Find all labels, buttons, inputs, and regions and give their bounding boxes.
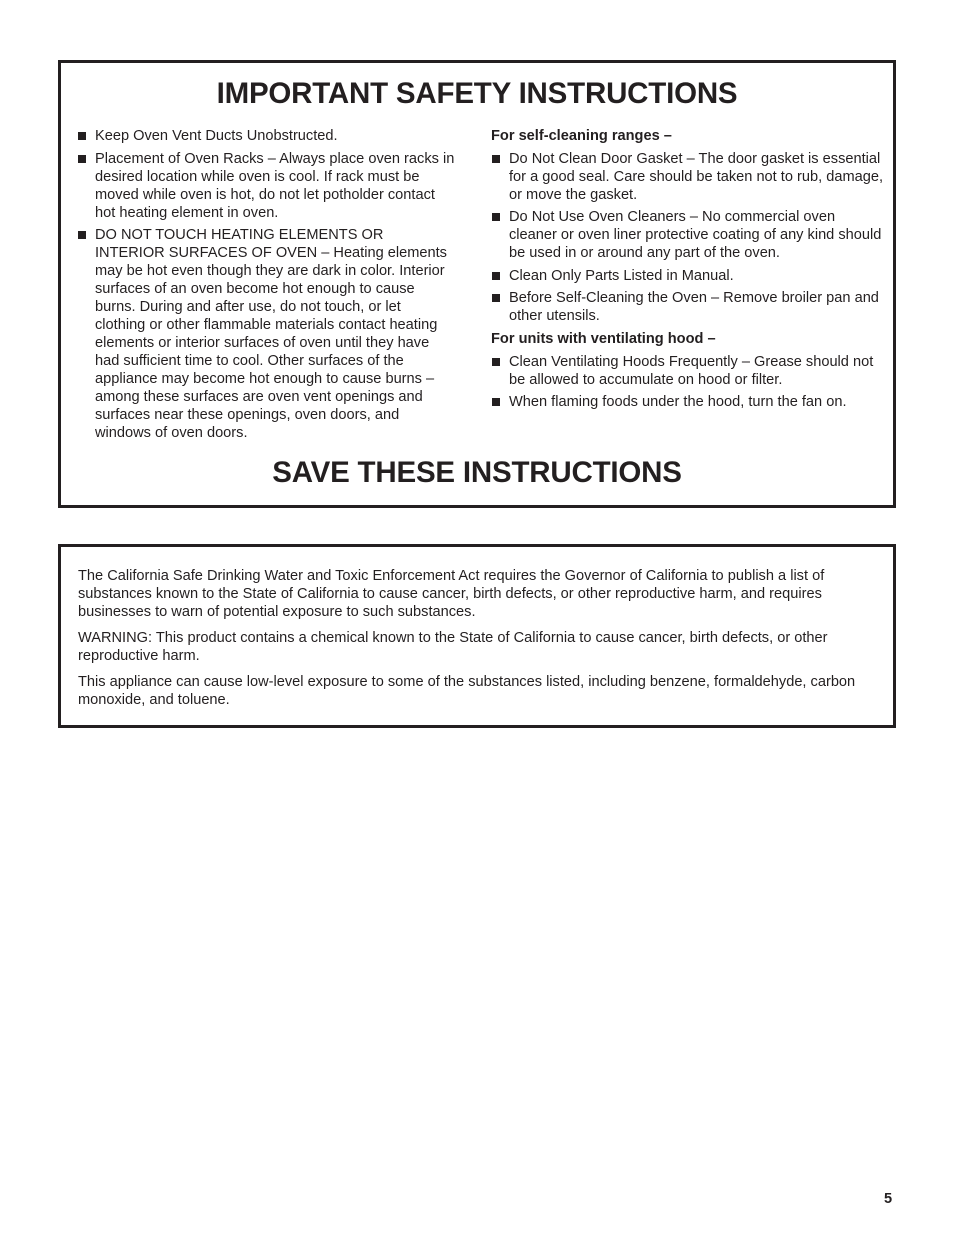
list-item-text: DO NOT TOUCH HEATING ELEMENTS OR INTERIOR SURFACES OF OVEN – Heating elements may be hot even though they are dark in color. Interior surfaces of an oven become hot enough to cause burns. During and after use, do not touch, or let clothing or other flammable materials contact heating elements or interior surfaces of oven until they have had sufficient time to cool. Other surfaces of the appliance may become hot enough to cause burns – among these surfaces are oven vent openings and surfaces near these openings, oven doors, and windows of oven doors. [95, 227, 447, 441]
list-item-text: Placement of Oven Racks – Always place oven racks in desired location while oven is cool. If rack must be moved while oven is hot, do not let potholder contact hot heating element in oven. [95, 150, 455, 221]
safety-right-column [491, 127, 883, 416]
list-item [77, 226, 455, 442]
square-bullet-icon [492, 213, 500, 221]
list-item [491, 267, 883, 285]
square-bullet-icon [78, 155, 86, 163]
ventilating-hood-list [491, 353, 883, 412]
california-paragraph: The California Safe Drinking Water and Toxic Enforcement Act requires the Governor of California to publish a list of substances known to the State of California to cause cancer, birth defects, or other reproductive harm, and requires businesses to warn of potential exposure to such substances. [78, 568, 825, 620]
california-warning: WARNING: This product contains a chemical known to the State of California to cause cancer, birth defects, or other reproductive harm. [78, 630, 828, 664]
safety-instructions-box [58, 60, 896, 508]
square-bullet-icon [492, 294, 500, 302]
save-instructions-title: SAVE THESE INSTRUCTIONS [272, 456, 682, 489]
safety-left-column [77, 127, 455, 447]
list-item [491, 208, 883, 262]
list-item [491, 353, 883, 389]
square-bullet-icon [492, 398, 500, 406]
list-item-text: Clean Only Parts Listed in Manual. [509, 267, 734, 284]
square-bullet-icon [492, 272, 500, 280]
california-paragraph: This appliance can cause low-level exposure to some of the substances listed, including benzene, formaldehyde, carbon monoxide, and toluene. [78, 674, 856, 708]
square-bullet-icon [78, 132, 86, 140]
list-item [491, 150, 883, 204]
list-item-text: Clean Ventilating Hoods Frequently – Grease should not be allowed to accumulate on hood or filter. [509, 353, 874, 388]
ventilating-hood-heading: For units with ventilating hood – [491, 331, 716, 347]
square-bullet-icon [492, 155, 500, 163]
list-item-text: Before Self-Cleaning the Oven – Remove broiler pan and other utensils. [509, 290, 879, 324]
self-cleaning-heading: For self-cleaning ranges – [491, 128, 672, 144]
list-item [491, 289, 883, 325]
page-number: 5 [884, 1191, 893, 1207]
safety-left-list [77, 127, 455, 442]
california-notice-box [58, 544, 896, 728]
list-item-text: Do Not Use Oven Cleaners – No commercial oven cleaner or oven liner protective coating of any kind should be used in or around any part of the oven. [509, 209, 882, 261]
list-item-text: When flaming foods under the hood, turn the fan on. [509, 394, 847, 410]
list-item-text: Keep Oven Vent Ducts Unobstructed. [95, 128, 338, 144]
square-bullet-icon [78, 231, 86, 239]
list-item-text: Do Not Clean Door Gasket – The door gasket is essential for a good seal. Care should be taken not to rub, damage, or move the gasket. [509, 150, 884, 203]
self-cleaning-list [491, 150, 883, 326]
list-item [491, 393, 883, 411]
list-item [77, 150, 455, 222]
square-bullet-icon [492, 358, 500, 366]
california-notice-body [78, 567, 878, 717]
list-item [77, 127, 455, 145]
safety-title: IMPORTANT SAFETY INSTRUCTIONS [216, 77, 738, 110]
